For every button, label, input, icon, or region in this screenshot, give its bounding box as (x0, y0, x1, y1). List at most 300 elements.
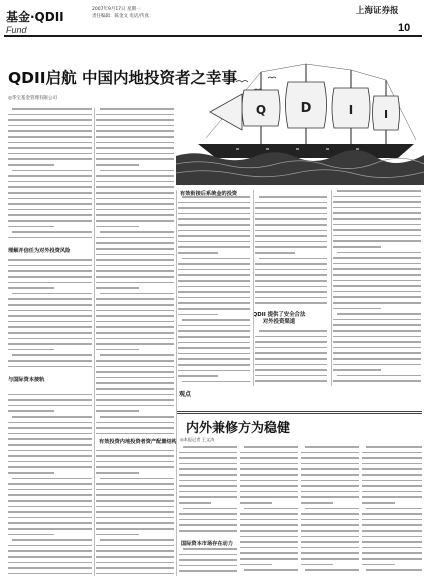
text-line (96, 147, 174, 149)
text-line (362, 524, 422, 526)
text-line (240, 519, 298, 521)
subheading: 国际资本市场存在动力 (181, 541, 233, 547)
text-line (96, 427, 174, 429)
text-line (8, 282, 92, 284)
text-line (8, 321, 92, 323)
text-line (244, 508, 298, 510)
text-line (12, 231, 92, 233)
text-line (255, 347, 327, 349)
text-line (255, 235, 327, 237)
column-divider (176, 190, 177, 576)
text-line (8, 511, 92, 513)
text-line (96, 366, 174, 368)
text-line (178, 263, 250, 265)
text-line (179, 530, 237, 532)
text-line (179, 513, 237, 515)
text-line (96, 500, 174, 502)
main-headline: QDII启航 中国内地投资者之幸事 (8, 69, 237, 87)
text-line (8, 534, 54, 536)
text-line (240, 457, 298, 459)
text-line (8, 517, 92, 519)
text-line (255, 269, 327, 271)
text-line (362, 491, 422, 493)
text-line (333, 207, 421, 209)
text-line (333, 291, 421, 293)
masthead (0, 0, 426, 36)
text-line (301, 552, 359, 554)
text-line (240, 552, 298, 554)
text-line (301, 530, 359, 532)
text-line (178, 291, 250, 293)
text-line (8, 310, 92, 312)
text-line (96, 545, 174, 547)
text-line (179, 502, 211, 504)
text-line (12, 416, 92, 418)
text-line (301, 491, 359, 493)
text-line (96, 248, 174, 250)
text-line (255, 263, 327, 265)
text-line (255, 341, 327, 343)
text-line (96, 466, 174, 468)
text-line (96, 517, 174, 519)
feature-column-4 (362, 446, 422, 576)
text-line (96, 494, 174, 496)
text-line (244, 446, 298, 448)
text-line (96, 573, 174, 575)
text-line (179, 491, 237, 493)
text-line (96, 450, 174, 452)
text-line (8, 562, 92, 564)
text-line (12, 293, 92, 295)
main-byline: ◎华宝基金管理有限公司 (8, 96, 57, 101)
text-line (240, 474, 298, 476)
subheading: 有效衔接后系统金的投资 (180, 191, 238, 197)
text-line (96, 321, 174, 323)
text-line (333, 263, 421, 265)
text-line (12, 108, 92, 110)
text-line (100, 478, 174, 480)
text-line (96, 506, 174, 508)
column-divider (331, 190, 332, 386)
date-line: 2007年9月17日 星期一 (92, 7, 141, 12)
text-line (8, 556, 92, 558)
text-line (366, 569, 422, 571)
text-line (362, 463, 422, 465)
text-line (178, 364, 250, 366)
page-number: 10 (398, 22, 411, 34)
text-line (255, 369, 327, 371)
text-line (8, 175, 92, 177)
text-line (8, 528, 92, 530)
text-line (8, 198, 92, 200)
text-line (240, 485, 298, 487)
text-line (182, 381, 250, 383)
text-column-2 (96, 108, 174, 576)
text-line (8, 394, 92, 396)
text-line (362, 496, 422, 498)
text-line (255, 302, 327, 304)
text-line (255, 202, 327, 204)
text-line (179, 485, 237, 487)
text-line (96, 410, 139, 412)
text-line (8, 405, 92, 407)
text-line (255, 336, 327, 338)
text-line (333, 196, 421, 198)
text-line (96, 237, 174, 239)
text-line (333, 336, 421, 338)
text-line (255, 252, 295, 254)
text-line (8, 142, 92, 144)
text-line (301, 513, 359, 515)
feature-headline: 内外兼修方为稳健 (186, 421, 291, 436)
text-line (255, 213, 327, 215)
text-line (337, 313, 421, 315)
text-line (8, 433, 92, 435)
text-line (333, 352, 421, 354)
text-line (96, 254, 174, 256)
text-line (96, 276, 174, 278)
text-line (301, 524, 359, 526)
text-line (8, 545, 92, 547)
text-line (333, 212, 421, 214)
text-line (240, 524, 298, 526)
feature-rule (177, 411, 422, 412)
text-line (179, 457, 237, 459)
text-line (333, 280, 421, 282)
text-line (96, 203, 174, 205)
text-line (100, 354, 174, 356)
text-line (8, 438, 92, 440)
text-line (362, 519, 422, 521)
text-line (179, 519, 237, 521)
text-line (178, 280, 250, 282)
text-line (8, 164, 54, 166)
text-line (96, 181, 174, 183)
text-line (333, 274, 421, 276)
text-line (178, 202, 250, 204)
text-line (100, 539, 174, 541)
ship-hull (198, 144, 414, 158)
masthead-rule (4, 35, 422, 37)
text-line (8, 237, 92, 239)
text-line (96, 287, 139, 289)
text-line (255, 230, 327, 232)
text-line (8, 466, 92, 468)
text-line (362, 547, 422, 549)
text-line (8, 410, 54, 412)
text-line (362, 513, 422, 515)
newspaper-name: 上海证券报 (356, 6, 399, 16)
text-line (333, 369, 381, 371)
text-line (178, 325, 250, 327)
text-line (8, 472, 54, 474)
text-line (362, 452, 422, 454)
text-line (362, 457, 422, 459)
text-line (305, 569, 359, 571)
text-line (96, 567, 174, 569)
text-line (96, 388, 174, 390)
text-line (255, 241, 327, 243)
text-line (362, 552, 422, 554)
text-line (337, 375, 421, 377)
text-line (8, 125, 92, 127)
text-line (96, 315, 174, 317)
text-line (255, 246, 327, 248)
text-line (8, 265, 92, 267)
text-line (96, 198, 174, 200)
text-line (240, 513, 298, 515)
text-line (8, 186, 92, 188)
text-line (96, 461, 174, 463)
text-line (333, 341, 421, 343)
feature-column-3 (301, 446, 359, 576)
text-column-3 (178, 196, 250, 386)
text-line (96, 489, 174, 491)
text-line (301, 452, 359, 454)
text-line (8, 489, 92, 491)
text-line (178, 353, 250, 355)
text-line (178, 246, 250, 248)
text-line (8, 220, 92, 222)
section-label: Fund (6, 25, 27, 35)
text-line (240, 530, 298, 532)
text-line (96, 242, 174, 244)
text-line (362, 536, 422, 538)
text-line (96, 125, 174, 127)
text-line (362, 480, 422, 482)
text-line (8, 427, 92, 429)
text-line (333, 324, 421, 326)
text-line (178, 370, 250, 372)
text-line (333, 257, 421, 259)
text-line (333, 285, 421, 287)
text-line (96, 472, 139, 474)
text-line (333, 347, 421, 349)
text-line (333, 240, 421, 242)
text-line (178, 358, 250, 360)
text-line (178, 274, 250, 276)
text-line (8, 332, 92, 334)
contact-line: 责任编辑：陈金文 电话/传真： (92, 14, 154, 19)
text-line (255, 218, 327, 220)
text-line (96, 528, 174, 530)
text-line (8, 506, 92, 508)
text-line (183, 508, 237, 510)
text-line (240, 463, 298, 465)
text-line (333, 330, 421, 332)
text-line (255, 286, 327, 288)
text-line (8, 567, 92, 569)
text-line (12, 170, 92, 172)
text-line (301, 463, 359, 465)
text-line (8, 326, 92, 328)
text-line (179, 463, 237, 465)
text-line (8, 192, 92, 194)
text-line (100, 416, 174, 418)
text-line (362, 485, 422, 487)
text-line (8, 338, 92, 340)
text-line (333, 358, 421, 360)
text-line (8, 450, 92, 452)
sail-letter: D (300, 101, 312, 116)
text-line (8, 203, 92, 205)
text-line (244, 569, 298, 571)
text-line (96, 310, 174, 312)
text-line (8, 153, 92, 155)
text-line (183, 548, 237, 550)
text-line (182, 319, 250, 321)
text-line (96, 214, 174, 216)
text-line (333, 380, 421, 382)
text-line (178, 342, 250, 344)
text-line (240, 491, 298, 493)
text-line (178, 286, 250, 288)
text-line (12, 354, 92, 356)
text-line (96, 360, 174, 362)
brand-title: 基金·QDII (6, 10, 64, 24)
text-line (362, 468, 422, 470)
text-line (8, 147, 92, 149)
text-line (255, 207, 327, 209)
text-line (337, 190, 421, 192)
text-line (240, 547, 298, 549)
text-line (8, 399, 92, 401)
text-line (96, 270, 174, 272)
text-line (8, 270, 92, 272)
text-line (8, 209, 92, 211)
text-line (8, 298, 92, 300)
text-column-1 (8, 108, 92, 576)
text-line (255, 224, 327, 226)
text-line (301, 457, 359, 459)
text-line (96, 349, 139, 351)
text-line (96, 304, 174, 306)
text-line (8, 444, 92, 446)
text-line (8, 119, 92, 121)
text-line (178, 297, 250, 299)
text-line (305, 508, 359, 510)
text-line (301, 502, 333, 504)
text-line (179, 565, 237, 567)
feature-section-title: 观点 (179, 391, 192, 398)
text-line (178, 241, 250, 243)
text-line (96, 556, 174, 558)
text-line (333, 201, 421, 203)
text-line (8, 315, 92, 317)
text-line (179, 570, 237, 572)
text-line (301, 496, 359, 498)
feature-column-2 (240, 446, 298, 576)
text-line (255, 358, 327, 360)
text-column-4b (255, 330, 327, 386)
text-line (240, 564, 272, 566)
text-line (255, 352, 327, 354)
text-line (240, 480, 298, 482)
text-line (8, 259, 92, 261)
text-line (255, 380, 327, 382)
text-line (8, 483, 92, 485)
text-line (362, 564, 395, 566)
text-line (12, 539, 92, 541)
text-line (8, 181, 92, 183)
text-line (8, 500, 92, 502)
text-line (333, 229, 421, 231)
text-line (8, 422, 92, 424)
text-line (8, 287, 54, 289)
text-line (96, 158, 174, 160)
text-line (96, 226, 139, 228)
text-line (362, 558, 422, 560)
text-line (96, 142, 174, 144)
text-line (333, 302, 421, 304)
subheading: 与国际资本接轨 (8, 377, 45, 383)
text-column-4 (255, 196, 327, 306)
text-line (301, 519, 359, 521)
text-line (179, 524, 237, 526)
text-line (8, 366, 92, 368)
text-line (178, 252, 218, 254)
text-line (178, 269, 250, 271)
sailing-ship-illustration (176, 60, 424, 185)
subheading: 理解并信任为对外投资风险 (8, 248, 71, 254)
sail-letter: I (348, 103, 354, 117)
text-line (178, 314, 218, 316)
text-line (96, 377, 174, 379)
text-line (333, 364, 421, 366)
text-line (96, 186, 174, 188)
text-line (96, 282, 174, 284)
sidebar-headline: QDII 提供了安全合法对外投资渠道 (252, 312, 306, 325)
birds-icon (236, 77, 276, 90)
text-line (96, 433, 174, 435)
text-line (8, 494, 92, 496)
text-line (8, 304, 92, 306)
text-line (301, 485, 359, 487)
text-line (96, 209, 174, 211)
text-line (96, 405, 174, 407)
text-line (96, 343, 174, 345)
text-line (96, 220, 174, 222)
text-line (178, 207, 250, 209)
text-line (96, 119, 174, 121)
text-line (337, 252, 421, 254)
text-line (96, 483, 174, 485)
text-line (96, 153, 174, 155)
text-line (8, 136, 92, 138)
text-line (96, 382, 174, 384)
text-line (96, 175, 174, 177)
text-line (301, 541, 359, 543)
text-line (96, 511, 174, 513)
text-line (8, 455, 92, 457)
text-line (178, 235, 250, 237)
text-line (259, 196, 327, 198)
text-line (96, 259, 174, 261)
text-line (96, 522, 174, 524)
text-line (301, 536, 359, 538)
text-line (301, 468, 359, 470)
text-line (240, 536, 298, 538)
column-divider (253, 190, 254, 386)
text-line (100, 170, 174, 172)
text-line (178, 230, 250, 232)
text-line (366, 446, 422, 448)
text-line (8, 214, 92, 216)
text-line (12, 478, 92, 480)
text-line (96, 265, 174, 267)
text-line (96, 394, 174, 396)
text-line (179, 468, 237, 470)
